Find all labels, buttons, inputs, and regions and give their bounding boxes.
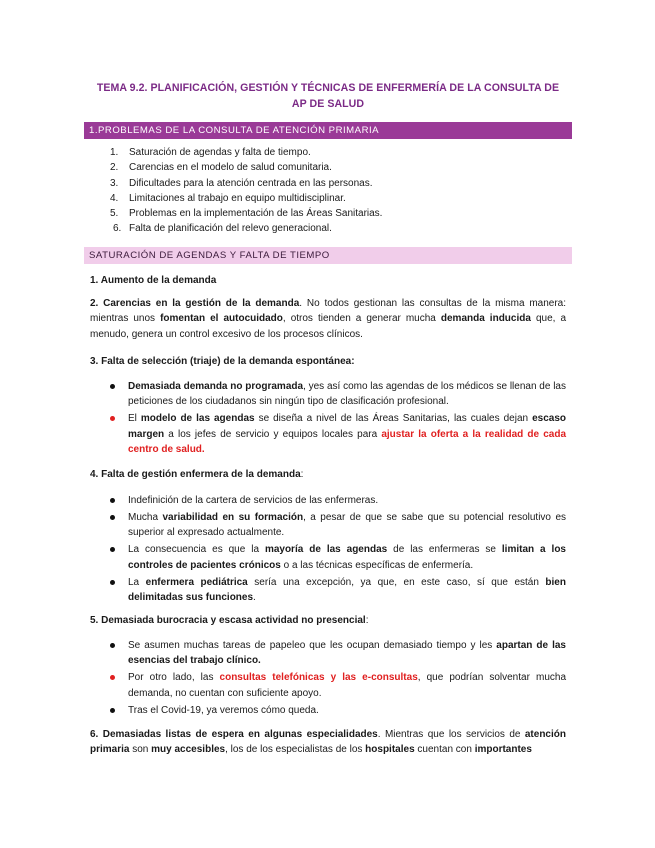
list-item: La consecuencia es que la mayoría de las agendas de las enfermeras se limitan a los controles de pacientes crónicos o a las técnicas específicas de enfermería. bbox=[109, 542, 566, 573]
bullet-icon bbox=[110, 580, 115, 585]
list-item: 4. Limitaciones al trabajo en equipo multidisciplinar. bbox=[110, 192, 346, 204]
list-item: Indefinición de la cartera de servicios de las enfermeras. bbox=[109, 493, 566, 508]
list-item: 2. Carencias en el modelo de salud comunitaria. bbox=[110, 162, 332, 174]
paragraph-carencias-gestion: 2. Carencias en la gestión de la demanda. No todos gestionan las consultas de la misma manera: mientras unos fomentan el autocuidado, otros tienden a generar mucha demanda inducida que, a menudo, genera un control excesivo de los procesos clínicos. bbox=[90, 298, 567, 340]
list-item: La enfermera pediátrica sería una excepción, ya que, en este caso, sí que están bien delimitadas sus funciones. bbox=[109, 575, 566, 606]
list-item: Por otro lado, las consultas telefónicas y las e-consultas, que podrían solventar mucha demanda, no cuentan con suficiente apoyo. bbox=[109, 670, 566, 701]
paragraph-aumento-demanda: 1. Aumento de la demanda bbox=[90, 275, 217, 286]
bullet-icon bbox=[110, 416, 115, 421]
enfermera-bullet-list bbox=[109, 493, 566, 607]
section-heading-problemas: 1.PROBLEMAS DE LA CONSULTA DE ATENCIÓN PRIMARIA bbox=[84, 122, 572, 139]
bullet-icon bbox=[110, 384, 115, 389]
bullet-icon bbox=[110, 643, 115, 648]
list-item: 6. Falta de planificación del relevo generacional. bbox=[113, 223, 332, 235]
paragraph-burocracia: 5. Demasiada burocracia y escasa actividad no presencial: bbox=[90, 615, 369, 626]
problems-list bbox=[110, 145, 382, 237]
section-heading-saturacion: SATURACIÓN DE AGENDAS Y FALTA DE TIEMPO bbox=[84, 247, 572, 264]
list-item: Demasiada demanda no programada, yes así como las agendas de los médicos se llenan de las peticiones de los ciudadanos sin ningún tipo de clasificación profesional. bbox=[109, 379, 566, 410]
paragraph-falta-triaje: 3. Falta de selección (triaje) de la demanda espontánea: bbox=[90, 356, 355, 367]
document-title: TEMA 9.2. PLANIFICACIÓN, GESTIÓN Y TÉCNICAS DE ENFERMERÍA DE LA CONSULTA DE AP DE SALUD bbox=[96, 82, 560, 110]
bullet-icon bbox=[110, 708, 115, 713]
paragraph-gestion-enfermera: 4. Falta de gestión enfermera de la demanda: bbox=[90, 469, 304, 480]
list-item: Se asumen muchas tareas de papeleo que les ocupan demasiado tiempo y les apartan de las esencias del trabajo clínico. bbox=[109, 638, 566, 669]
list-item: El modelo de las agendas se diseña a nivel de las Áreas Sanitarias, las cuales dejan escaso margen a los jefes de servicio y equipos locales para ajustar la oferta a la realidad de cada centro de salud. bbox=[109, 411, 566, 457]
bullet-icon bbox=[110, 498, 115, 503]
bullet-icon bbox=[110, 515, 115, 520]
list-item: 1. Saturación de agendas y falta de tiempo. bbox=[110, 147, 311, 158]
list-item: Tras el Covid-19, ya veremos cómo queda. bbox=[109, 703, 566, 718]
bullet-icon bbox=[110, 675, 115, 680]
list-item: Mucha variabilidad en su formación, a pesar de que se sabe que su potencial resolutivo es superior al expresado actualmente. bbox=[109, 510, 566, 541]
triaje-bullet-list bbox=[109, 379, 566, 459]
bullet-icon bbox=[110, 547, 115, 552]
list-item: 5. Problemas en la implementación de las Áreas Sanitarias. bbox=[110, 208, 383, 220]
paragraph-listas-espera: 6. Demasiadas listas de espera en algunas especialidades. Mientras que los servicios de atención primaria son muy accesibles, los de los especialistas de los hospitales cuentan con importantes bbox=[90, 729, 566, 756]
list-item: 3. Dificultades para la atención centrada en las personas. bbox=[110, 177, 373, 189]
burocracia-bullet-list bbox=[109, 638, 566, 720]
